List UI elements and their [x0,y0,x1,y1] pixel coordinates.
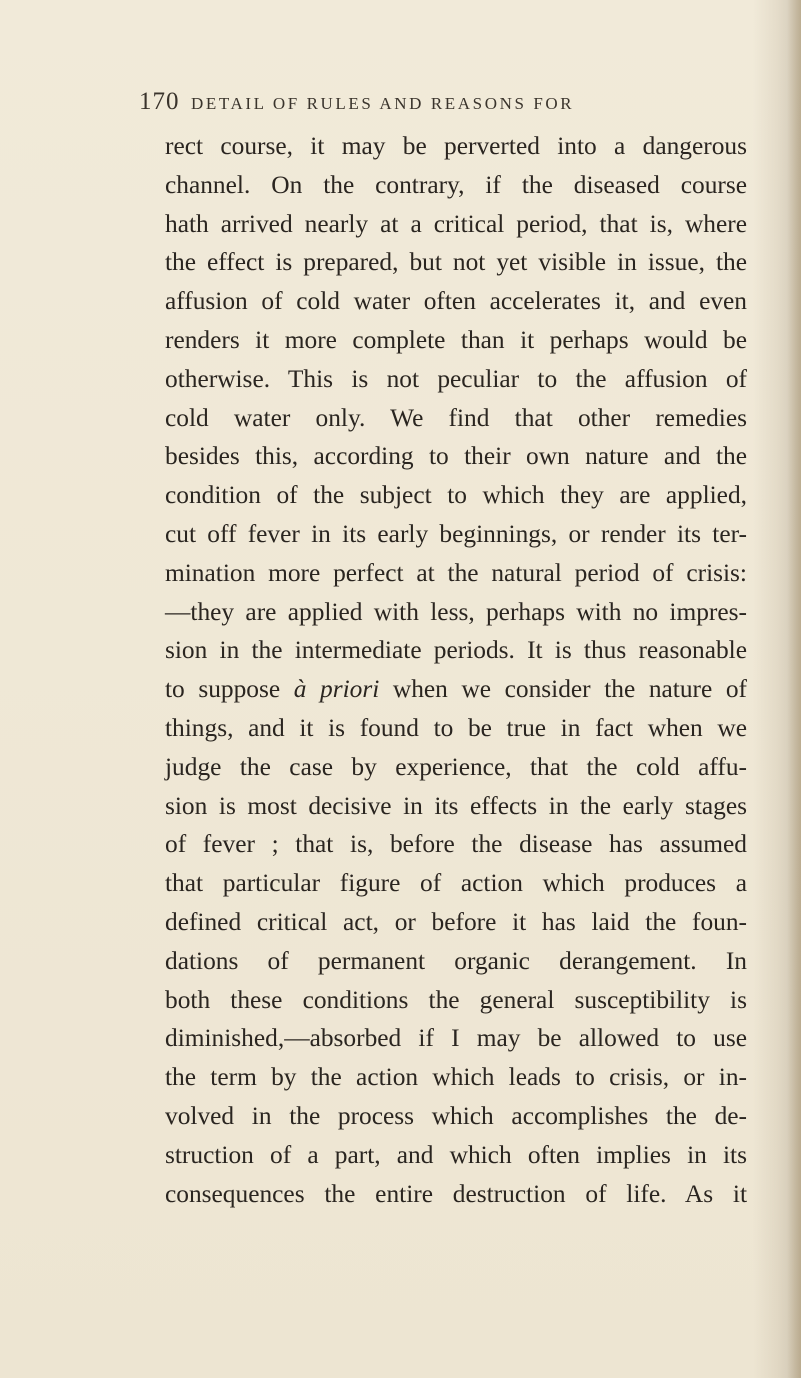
text-line: condition of the subject to which they are applied, [165,481,747,510]
text-line [165,670,747,709]
text-line: —they are applied with less, perhaps with no impres- [165,597,747,626]
text-line: judge the case by experience, that the cold affu- [165,752,747,781]
page-edge-shadow [787,0,801,1378]
page-header [139,88,739,118]
text-segment: when we consider the nature of [379,675,747,704]
text-line: dations of permanent organic derangement. In [165,946,747,975]
text-line: diminished,—absorbed if I may be allowed to use [165,1024,747,1053]
text-line: hath arrived nearly at a critical period, that is, where [165,209,747,238]
text-line: mination more perfect at the natural period of crisis: [165,558,747,587]
text-line: affusion of cold water often accelerates it, and even [165,287,747,316]
running-head: DETAIL OF RULES AND REASONS FOR [191,94,575,113]
text-line: cut off fever in its early beginnings, or render its ter- [165,519,747,548]
text-line: consequences the entire destruction of life. As it [165,1179,747,1208]
text-line: that particular figure of action which produces a [165,869,747,898]
text-line: the effect is prepared, but not yet visible in issue, the [165,248,747,277]
body-text [165,127,747,1213]
text-line: besides this, according to their own nature and the [165,442,747,471]
text-line: things, and it is found to be true in fact when we [165,713,747,742]
text-segment: to suppose [165,675,294,704]
text-line: of fever ; that is, before the disease has assumed [165,830,747,859]
text-line: sion in the intermediate periods. It is thus reasonable [165,636,747,665]
text-line: both these conditions the general susceptibility is [165,985,747,1014]
text-line: rect course, it may be perverted into a dangerous [165,132,747,160]
text-line: sion is most decisive in its effects in the early stages [165,791,747,820]
text-line: defined critical act, or before it has laid the foun- [165,907,747,936]
text-line: channel. On the contrary, if the diseased course [165,170,747,199]
text-line: otherwise. This is not peculiar to the affusion of [165,364,747,393]
text-line: the term by the action which leads to crisis, or in- [165,1063,747,1092]
text-line: renders it more complete than it perhaps would be [165,325,747,354]
italic-phrase: à priori [293,675,380,704]
text-line: cold water only. We find that other remedies [165,403,747,432]
text-line: struction of a part, and which often implies in its [165,1140,747,1169]
text-line: volved in the process which accomplishes the de- [165,1101,747,1130]
page-number: 170 [139,88,180,115]
